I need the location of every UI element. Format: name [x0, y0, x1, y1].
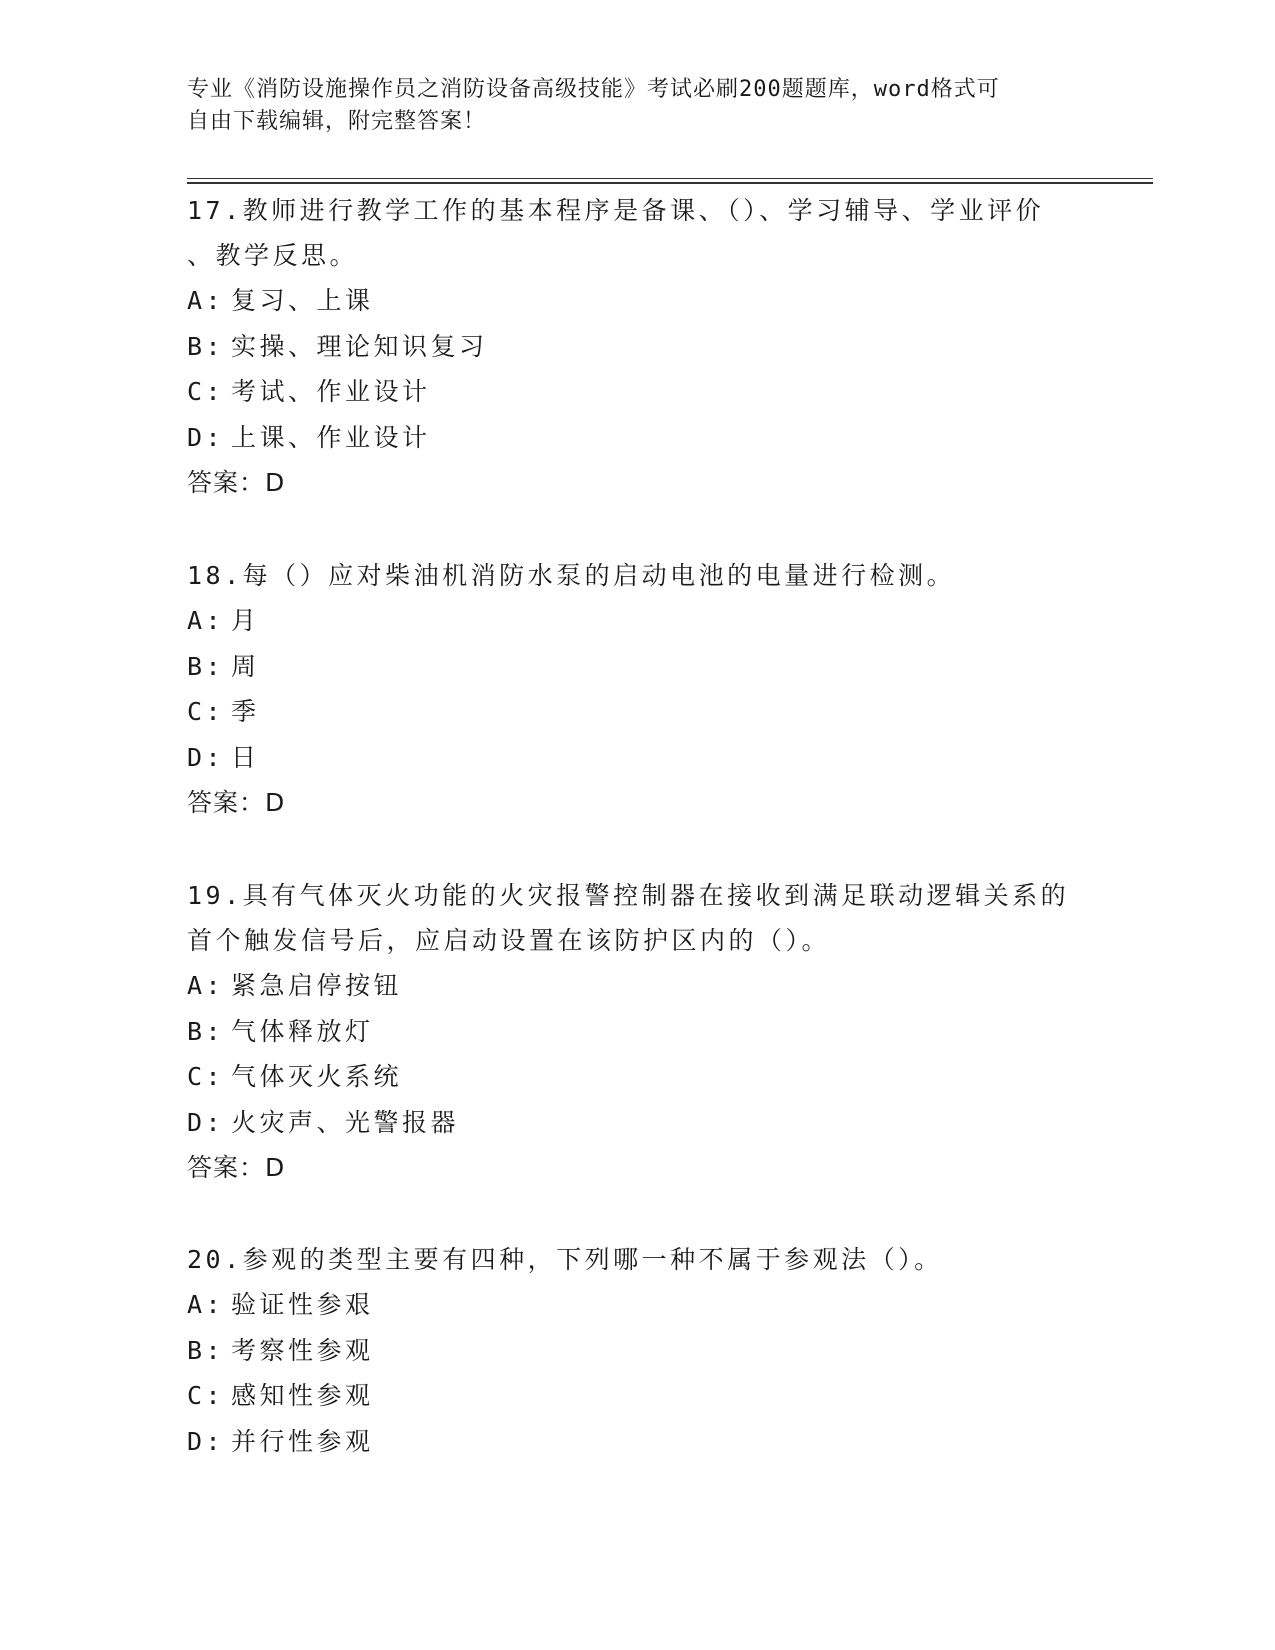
question-stem — [187, 188, 1087, 278]
option-text: 周 — [231, 651, 260, 681]
option-c — [187, 1373, 1087, 1419]
option-d — [187, 1100, 1087, 1146]
option-text: 考察性参观 — [231, 1335, 374, 1365]
option-text: 上课、作业设计 — [231, 422, 431, 452]
option-key: D: — [187, 1107, 225, 1137]
option-text: 紧急启停按钮 — [231, 971, 403, 1000]
option-text: 月 — [231, 606, 260, 635]
question-19 — [187, 873, 1087, 1191]
option-c — [187, 689, 1087, 735]
question-line: 18.每（）应对柴油机消防水泵的启动电池的电量进行检测。 — [187, 561, 956, 590]
option-key: A: — [187, 971, 225, 1000]
option-key: C: — [187, 1062, 225, 1091]
question-line: 首个触发信号后，应启动设置在该防护区内的（）。 — [187, 926, 831, 955]
option-key: A: — [187, 606, 225, 635]
option-a — [187, 278, 1087, 324]
question-17 — [187, 188, 1087, 506]
option-text: 验证性参艰 — [231, 1290, 374, 1319]
document-header — [187, 74, 1067, 138]
question-line: 20.参观的类型主要有四种，下列哪一种不属于参观法（）。 — [187, 1245, 943, 1274]
header-divider — [187, 178, 1153, 179]
question-line: 、教学反思。 — [187, 241, 359, 270]
option-key: A: — [187, 286, 225, 315]
question-stem — [187, 553, 1087, 598]
option-c — [187, 369, 1087, 415]
option-text: 日 — [231, 742, 260, 772]
answer: 答案：D — [187, 468, 286, 497]
option-d — [187, 735, 1087, 781]
option-text: 并行性参观 — [231, 1426, 374, 1456]
option-key: D: — [187, 422, 225, 452]
option-key: C: — [187, 697, 225, 726]
option-text: 考试、作业设计 — [231, 377, 431, 406]
option-text: 火灾声、光警报器 — [231, 1107, 460, 1137]
option-text: 感知性参观 — [231, 1381, 374, 1410]
question-stem — [187, 873, 1087, 963]
option-key: B: — [187, 1016, 225, 1046]
option-text: 复习、上课 — [231, 286, 374, 315]
question-stem — [187, 1237, 1087, 1282]
option-key: D: — [187, 1426, 225, 1456]
option-key: D: — [187, 742, 225, 772]
option-key: C: — [187, 1381, 225, 1410]
option-a — [187, 598, 1087, 644]
option-key: B: — [187, 331, 225, 361]
question-18 — [187, 553, 1087, 826]
option-text: 气体释放灯 — [231, 1016, 374, 1046]
option-text: 气体灭火系统 — [231, 1062, 403, 1091]
option-d — [187, 415, 1087, 461]
option-c — [187, 1054, 1087, 1100]
option-key: B: — [187, 1335, 225, 1365]
header-line: 专业《消防设施操作员之消防设备高级技能》考试必刷200题题库，word格式可 — [187, 77, 1000, 102]
answer: 答案：D — [187, 788, 286, 817]
option-a — [187, 963, 1087, 1009]
header-divider — [187, 182, 1153, 184]
answer: 答案：D — [187, 1153, 286, 1182]
question-20 — [187, 1237, 1087, 1464]
option-key: B: — [187, 651, 225, 681]
option-text: 季 — [231, 697, 260, 726]
question-line: 17.教师进行教学工作的基本程序是备课、（）、学习辅导、学业评价 — [187, 196, 1045, 225]
option-b — [187, 1009, 1087, 1055]
header-line: 自由下载编辑，附完整答案！ — [187, 109, 487, 134]
option-d — [187, 1419, 1087, 1465]
option-key: C: — [187, 377, 225, 406]
question-line: 19.具有气体灭火功能的火灾报警控制器在接收到满足联动逻辑关系的 — [187, 881, 1070, 910]
option-a — [187, 1282, 1087, 1328]
option-b — [187, 324, 1087, 370]
option-b — [187, 1328, 1087, 1374]
option-key: A: — [187, 1290, 225, 1319]
option-b — [187, 644, 1087, 690]
option-text: 实操、理论知识复习 — [231, 331, 488, 361]
